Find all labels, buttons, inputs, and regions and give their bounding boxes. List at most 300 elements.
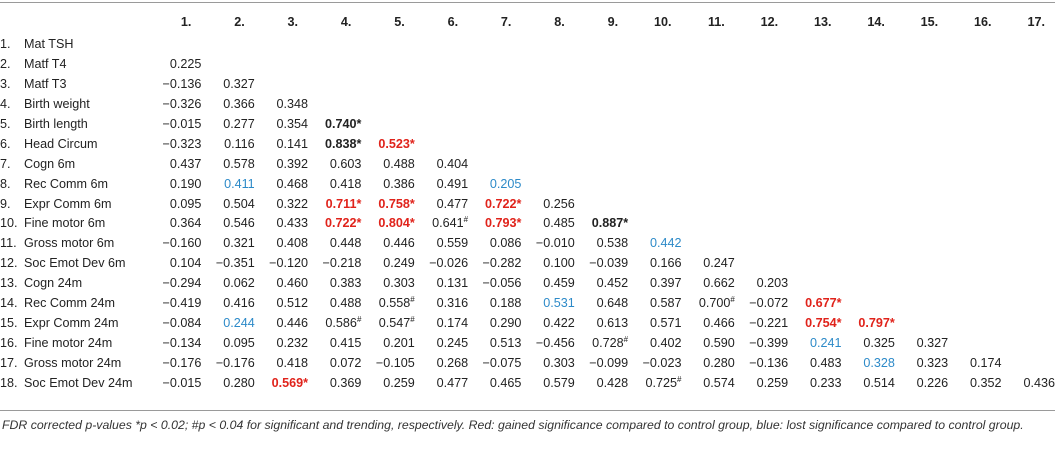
table-row [0,134,1055,154]
empty-cell [628,75,681,95]
correlation-cell [521,214,574,234]
correlation-cell [201,115,254,135]
empty-cell [308,75,361,95]
correlation-value: 0.700 [698,296,731,311]
empty-cell [575,55,628,75]
correlation-value: 0.131 [436,276,469,291]
correlation-value: 0.504 [223,196,255,211]
empty-cell [1002,154,1055,174]
correlation-value: 0.364 [169,216,202,231]
empty-cell [628,134,681,154]
correlation-cell [255,174,308,194]
correlation-cell [735,353,788,373]
correlation-cell [361,333,414,353]
correlation-value: −0.026 [429,256,469,271]
row-number: 7. [0,156,11,171]
empty-cell [895,154,948,174]
correlation-value: −0.023 [642,355,682,370]
empty-cell [841,134,894,154]
correlation-cell [788,294,841,314]
empty-cell [148,35,201,55]
empty-cell [841,194,894,214]
empty-cell [361,35,414,55]
correlation-cell [415,333,468,353]
empty-cell [948,134,1001,154]
correlation-value: 0.488 [329,296,362,311]
correlation-value: 0.072 [329,355,362,370]
correlation-value: 0.523* [378,136,415,151]
correlation-value: 0.838* [324,136,362,151]
empty-cell [575,75,628,95]
correlation-value: 0.174 [436,315,469,330]
correlation-cell [788,333,841,353]
correlation-value: 0.546 [223,216,255,231]
empty-cell [415,35,468,55]
correlation-value: 0.428 [596,375,629,390]
correlation-cell [361,214,414,234]
correlation-cell [948,353,1001,373]
correlation-cell [841,353,894,373]
correlation-value: −0.294 [162,276,202,291]
empty-cell [841,95,894,115]
row-number: 18. [0,375,18,390]
column-header: 4. [340,14,352,29]
correlation-cell [308,214,361,234]
correlation-cell [148,313,201,333]
empty-cell [468,134,521,154]
empty-cell [415,75,468,95]
empty-cell [841,154,894,174]
empty-cell [841,274,894,294]
empty-cell [1002,313,1055,333]
correlation-cell [521,294,574,314]
footnote-text: FDR corrected p-values *p < 0.02; #p < 0.04 for significant and trending, respectively. Red: gained significance compared to control group, blue: lost significance compared to control group. [2,418,1024,432]
correlation-cell [841,313,894,333]
correlation-cell [575,234,628,254]
correlation-value: 0.205 [489,176,522,191]
table-row [0,313,1055,333]
correlation-cell [201,234,254,254]
empty-cell [735,194,788,214]
correlation-cell [308,134,361,154]
correlation-value: 0.100 [543,256,575,271]
empty-cell [308,35,361,55]
correlation-cell [521,333,574,353]
correlation-value: 0.485 [543,216,575,231]
correlation-value: 0.241 [809,335,842,350]
correlation-value: 0.740* [324,117,362,131]
column-header: 9. [607,14,619,29]
row-label: Soc Emot Dev 24m [24,375,133,390]
correlation-cell [415,353,468,373]
empty-cell [1002,333,1055,353]
header-row [0,9,1055,35]
correlation-cell [468,214,521,234]
empty-cell [361,75,414,95]
trend-marker: # [410,294,415,304]
correlation-cell [308,294,361,314]
correlation-cell [521,234,574,254]
correlation-value: 0.574 [703,375,735,390]
correlation-cell [415,294,468,314]
correlation-cell [148,55,201,75]
empty-cell [841,115,894,135]
correlation-value: −0.084 [162,315,202,330]
column-header: 10. [653,14,672,29]
correlation-cell [468,254,521,274]
column-header: 5. [394,14,405,29]
empty-cell [735,154,788,174]
table-row [0,174,1055,194]
correlation-cell [148,95,201,115]
row-number: 10. [0,216,18,231]
correlation-value: 0.613 [596,315,629,330]
correlation-value: 0.477 [436,375,469,390]
correlation-table [0,9,1055,393]
correlation-value: −0.221 [749,315,789,330]
correlation-value: 0.547 [378,315,411,330]
correlation-cell [468,294,521,314]
correlation-value: 0.280 [223,375,255,390]
empty-cell [895,35,948,55]
correlation-value: 0.483 [809,355,842,370]
correlation-cell [255,115,308,135]
row-number: 6. [0,136,11,151]
correlation-value: 0.538 [596,236,629,251]
empty-cell [735,234,788,254]
empty-cell [575,115,628,135]
empty-cell [681,214,734,234]
empty-cell [361,95,414,115]
correlation-value: 0.514 [863,375,895,390]
empty-cell [788,194,841,214]
top-rule [0,2,1055,3]
correlation-cell [255,214,308,234]
empty-cell [628,55,681,75]
correlation-value: 0.579 [543,375,575,390]
empty-cell [895,313,948,333]
correlation-cell [201,214,254,234]
correlation-cell [361,194,414,214]
empty-cell [788,35,841,55]
empty-cell [521,115,574,135]
correlation-cell [628,234,681,254]
correlation-value: 0.203 [756,276,789,291]
correlation-cell [255,274,308,294]
empty-cell [895,294,948,314]
empty-cell [735,134,788,154]
row-number: 5. [0,117,11,131]
empty-cell [415,134,468,154]
correlation-value: 0.277 [223,117,255,131]
empty-cell [948,95,1001,115]
correlation-cell [521,373,574,393]
correlation-value: 0.722* [324,216,362,231]
correlation-cell [521,254,574,274]
correlation-value: 0.095 [223,335,255,350]
empty-cell [788,174,841,194]
correlation-value: 0.578 [223,156,255,171]
correlation-value: 0.722* [485,196,522,211]
correlation-cell [575,313,628,333]
table-row [0,373,1055,393]
empty-cell [681,134,734,154]
correlation-cell [628,353,681,373]
correlation-value: 0.418 [329,176,362,191]
correlation-value: 0.249 [383,256,415,271]
correlation-value: 0.468 [276,176,309,191]
trend-marker: # [463,215,469,225]
correlation-value: 0.259 [756,375,789,390]
correlation-cell [255,134,308,154]
correlation-cell [415,174,468,194]
column-header: 2. [234,14,245,29]
correlation-cell [361,134,414,154]
row-number: 9. [0,196,11,211]
correlation-value: −0.456 [535,335,575,350]
correlation-cell [308,254,361,274]
empty-cell [735,214,788,234]
table-row [0,75,1055,95]
empty-cell [1002,75,1055,95]
correlation-cell [628,254,681,274]
row-number: 11. [0,236,17,251]
empty-cell [415,95,468,115]
empty-cell [735,55,788,75]
empty-cell [681,234,734,254]
correlation-cell [468,194,521,214]
empty-cell [948,313,1001,333]
correlation-value: 0.352 [970,375,1002,390]
correlation-cell [255,154,308,174]
correlation-value: 0.711* [325,196,362,211]
correlation-cell [148,353,201,373]
empty-cell [895,75,948,95]
correlation-cell [628,313,681,333]
empty-cell [841,75,894,95]
correlation-value: 0.244 [223,315,255,330]
empty-cell [735,75,788,95]
row-label: Gross motor 6m [24,236,115,251]
correlation-cell [788,373,841,393]
empty-cell [948,154,1001,174]
correlation-value: 0.408 [276,236,309,251]
correlation-value: −0.136 [749,355,789,370]
correlation-value: 0.418 [276,355,309,370]
empty-cell [1002,95,1055,115]
correlation-value: 0.226 [916,375,949,390]
correlation-value: 0.303 [383,276,415,291]
empty-cell [841,35,894,55]
correlation-cell [201,274,254,294]
empty-cell [841,214,894,234]
row-label: Cogn 24m [24,276,83,291]
row-number: 2. [0,57,11,72]
correlation-value: 0.465 [489,375,522,390]
empty-cell [788,115,841,135]
empty-cell [681,75,734,95]
correlation-cell [308,174,361,194]
row-number: 14. [0,296,18,311]
correlation-cell [255,95,308,115]
correlation-cell [255,294,308,314]
empty-cell [521,174,574,194]
row-label: Fine motor 24m [24,335,113,350]
row-number: 8. [0,176,11,191]
correlation-value: 0.477 [436,196,469,211]
correlation-cell [361,174,414,194]
correlation-cell [201,353,254,373]
empty-cell [735,115,788,135]
empty-cell [628,115,681,135]
correlation-value: 0.174 [970,355,1002,370]
correlation-value: 0.397 [649,276,682,291]
empty-cell [788,274,841,294]
correlation-cell [681,254,734,274]
row-number: 12. [0,256,18,271]
correlation-cell [841,373,894,393]
empty-cell [1002,194,1055,214]
table-row [0,234,1055,254]
correlation-cell [628,333,681,353]
row-label: Matf T3 [24,77,67,92]
empty-cell [521,35,574,55]
correlation-value: −0.120 [269,256,309,271]
correlation-value: 0.062 [223,276,255,291]
correlation-value: 0.354 [276,117,309,131]
empty-cell [681,95,734,115]
row-number: 13. [0,276,18,291]
table-row [0,194,1055,214]
correlation-value: 0.559 [436,236,469,251]
empty-cell [788,214,841,234]
row-label: Rec Comm 24m [24,296,115,311]
empty-cell [948,274,1001,294]
empty-cell [361,55,414,75]
empty-cell [1002,55,1055,75]
empty-cell [948,194,1001,214]
correlation-cell [148,214,201,234]
correlation-cell [148,194,201,214]
correlation-cell [521,313,574,333]
correlation-value: 0.587 [649,296,682,311]
row-label: Soc Emot Dev 6m [24,256,126,271]
empty-cell [895,134,948,154]
table-footnote [2,416,1042,434]
correlation-cell [201,95,254,115]
correlation-value: 0.321 [223,236,255,251]
correlation-cell [735,313,788,333]
correlation-cell [201,313,254,333]
correlation-cell [415,313,468,333]
empty-cell [521,75,574,95]
correlation-cell [255,333,308,353]
correlation-value: 0.569* [271,375,309,390]
correlation-value: −0.015 [162,117,202,131]
empty-cell [468,55,521,75]
correlation-value: 0.188 [489,296,522,311]
correlation-value: 0.793* [485,216,522,231]
correlation-cell [681,294,734,314]
table-row [0,35,1055,55]
correlation-cell [521,274,574,294]
correlation-value: 0.437 [169,156,202,171]
correlation-cell [255,373,308,393]
empty-cell [681,115,734,135]
empty-cell [575,154,628,174]
correlation-cell [308,373,361,393]
correlation-value: 0.415 [329,335,362,350]
correlation-value: 0.247 [703,256,735,271]
correlation-value: −0.039 [589,256,629,271]
correlation-value: 0.513 [489,335,522,350]
correlation-cell [788,313,841,333]
empty-cell [948,234,1001,254]
correlation-cell [148,333,201,353]
correlation-value: 0.327 [916,335,949,350]
column-header: 1. [180,14,192,29]
correlation-cell [148,254,201,274]
empty-cell [681,35,734,55]
correlation-value: 0.728 [592,335,624,350]
correlation-value: 0.383 [329,276,362,291]
trend-marker: # [356,314,362,324]
empty-cell [895,55,948,75]
correlation-value: 0.116 [224,136,255,151]
table-row [0,55,1055,75]
correlation-cell [201,373,254,393]
empty-cell [895,115,948,135]
bottom-rule [0,410,1055,411]
empty-cell [895,234,948,254]
table-row [0,115,1055,135]
correlation-value: 0.558 [378,296,411,311]
empty-cell [415,55,468,75]
correlation-value: 0.259 [383,375,415,390]
table-row [0,214,1055,234]
correlation-cell [361,254,414,274]
empty-cell [255,75,308,95]
correlation-value: −0.176 [162,355,202,370]
correlation-value: 0.448 [329,236,362,251]
empty-cell [575,194,628,214]
correlation-cell [148,373,201,393]
correlation-value: −0.399 [749,335,789,350]
empty-cell [1002,115,1055,135]
row-label: Head Circum [24,136,98,151]
correlation-value: 0.280 [703,355,735,370]
empty-cell [521,95,574,115]
empty-cell [841,294,894,314]
correlation-value: 0.290 [489,315,522,330]
correlation-value: 0.141 [276,136,309,151]
correlation-cell [308,353,361,373]
correlation-cell [255,194,308,214]
correlation-cell [361,353,414,373]
empty-cell [735,174,788,194]
correlation-value: −0.099 [589,355,629,370]
correlation-cell [735,373,788,393]
correlation-cell [575,373,628,393]
correlation-value: 0.590 [703,335,735,350]
empty-cell [1002,294,1055,314]
empty-cell [948,35,1001,55]
correlation-cell [1002,373,1055,393]
empty-cell [895,174,948,194]
correlation-cell [201,254,254,274]
correlation-cell [521,194,574,214]
correlation-value: 0.166 [649,256,682,271]
